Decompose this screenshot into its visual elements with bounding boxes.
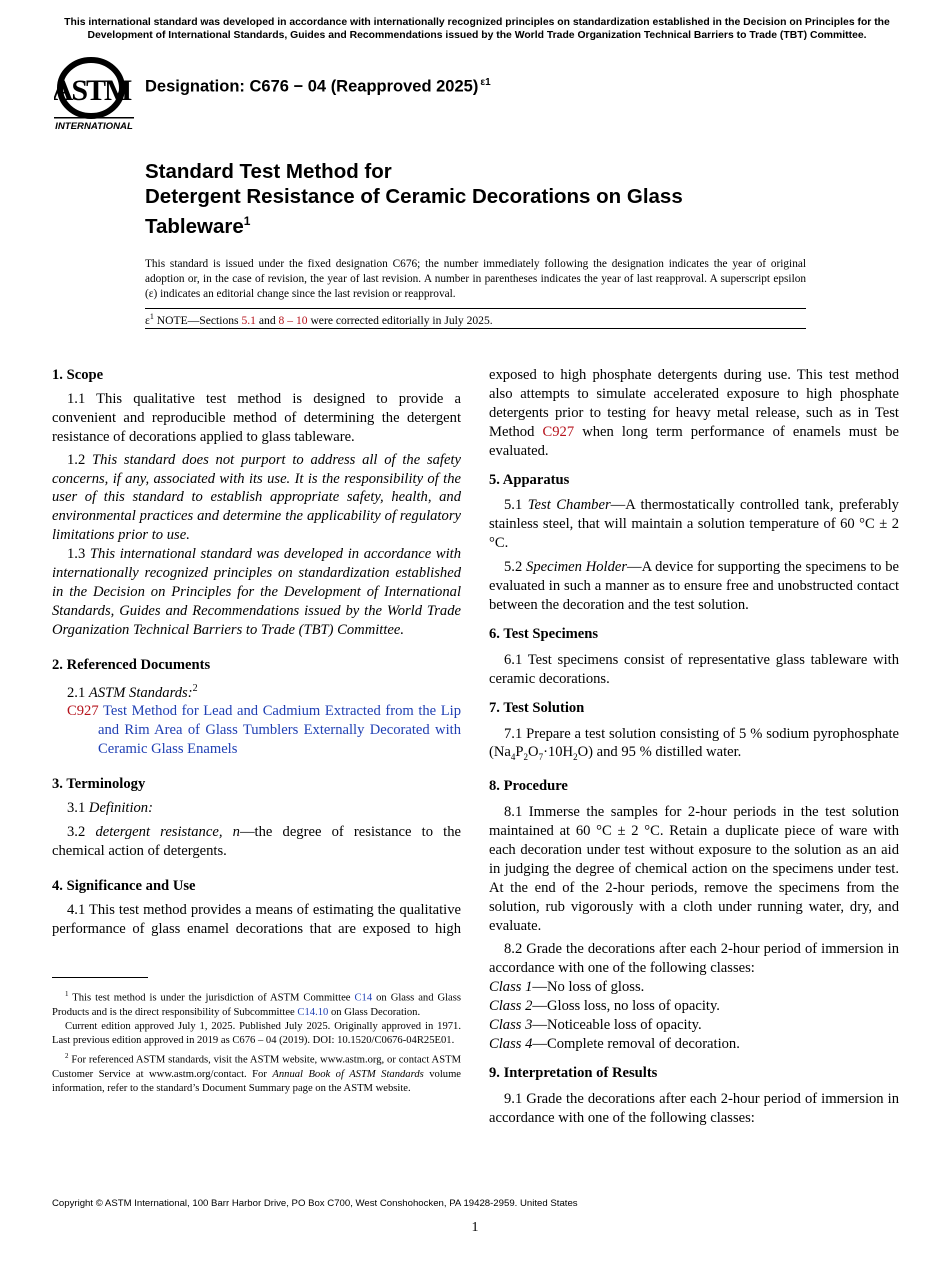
designation: Designation: C676 − 04 (Reapproved 2025) $^{\varepsilon 1}$ (145, 77, 491, 96)
section-5-1-link[interactable]: 5.1 (241, 313, 256, 327)
divider (145, 308, 806, 309)
page-number: 1 (471, 1220, 479, 1235)
paragraph: 2.1 ASTM Standards:$^2$ (67, 682, 198, 701)
section-heading: 7. Test Solution (489, 699, 585, 716)
section-heading: 5. Apparatus (489, 471, 570, 488)
left-column (52, 366, 461, 938)
paragraph-continuation: exposed to high phosphate detergents during use. This test method also attempts to simulate accelerated exposure to high phosphate detergents prior to testing for heavy metal release, such as in Test Method C927 when long term performance of enamels must be evaluated. (489, 367, 899, 459)
paragraph: 8.2 Grade the decorations after each 2-hour period of immersion in accordance with one of the following classes: (489, 941, 899, 977)
class-item: Class 1—No loss of gloss. (489, 979, 645, 996)
paragraph: 3.1 Definition: (67, 799, 153, 816)
section-heading: 1. Scope (52, 367, 104, 383)
footnote-divider (52, 977, 148, 978)
edition-note: Current edition approved July 1, 2025. Published July 2025. Originally approved in 1971. Last previous edition approved in 2019 as C676 – 04 (2019). DOI: 10.1520/C0676-04R25E01. (52, 1021, 461, 1047)
divider (145, 328, 806, 329)
tbt-notice: This international standard was developed in accordance with internationally recognized principles on standardization established in the Decision on Principles for the Development of International Standards, Guides and Recommendations issued by the World Trade Organization Technical Barriers to Trade (TBT) Committee. (64, 17, 890, 41)
footnote-1: $^1$ This test method is under the jurisdiction of ASTM Committee C14 on Glass and Glass Products and is the direct responsibility of Subcommittee C14.10 on Glass Decoration. (52, 990, 462, 1018)
paragraph: 5.1 Test Chamber—A thermostatically controlled tank, preferably stainless steel, that will maintain a solution temperature of 60 °C ± 2 °C. (489, 497, 899, 552)
paragraph: 8.1 Immerse the samples for 2-hour periods in the test solution maintained at 60 °C ± 2 °C. Retain a duplicate piece of ware with each decoration under test without exposure to the solution as an aid in judging the degree of chemical action on the specimens under test. At the end of the 2-hour periods, remove the specimens from the solution, rub vigorously with a cloth under running water, dry, and evaluate. (489, 804, 899, 934)
copyright-footer: Copyright © ASTM International, 100 Barr Harbor Drive, PO Box C700, West Conshohocken, PA 19428-2959. United States (52, 1198, 578, 1209)
paragraph: 1.2 This standard does not purport to address all of the safety concerns, if any, associated with its use. It is the responsibility of the user of this standard to establish appropriate safety, health, and environmental practices and determine the applicability of regulatory limitations prior to use. (52, 451, 461, 544)
right-column (489, 366, 899, 1128)
c927-title-link[interactable]: Test Method for Lead and Cadmium Extracted from the Lip and Rim Area of Glass Tumblers Externally Decorated with Ceramic Glass Enamels (98, 703, 462, 758)
section-heading: 3. Terminology (52, 776, 146, 793)
paragraph: 4.1 This test method provides a means of estimating the qualitative performance of glass enamel decorations that are exposed to high (52, 901, 461, 937)
section-heading: 4. Significance and Use (52, 877, 196, 894)
paragraph: 1.1 This qualitative test method is designed to provide a convenient and reproducible method of determining the detergent resistance of decorations applied to glass tableware. (52, 390, 461, 445)
referenced-document (67, 702, 461, 759)
footnote-2: $^2$ For referenced ASTM standards, visit the ASTM website, www.astm.org, or contact ASTM Customer Service at www.astm.org/contact. For Annual Book of ASTM Standards volume information, refer to the standard’s Document Summary page on the ASTM website. (52, 1051, 462, 1094)
svg-text:ASTM: ASTM (54, 74, 131, 107)
paragraph: 6.1 Test specimens consist of representative glass tableware with ceramic decorations. (489, 651, 899, 687)
paragraph: 1.3 This international standard was developed in accordance with internationally recognized principles on standardization established in the Decision on Principles for the Development of International Standards, Guides and Recommendations issued by the World Trade Organization Technical Barriers to Trade (TBT) Committee. (52, 546, 462, 638)
section-heading: 2. Referenced Documents (52, 656, 211, 673)
c14-10-link[interactable]: C14.10 (297, 1006, 329, 1018)
paragraph: 7.1 Prepare a test solution consisting of 5 % sodium pyrophosphate $(Na_4P_2O_7\cdot 10H_2O)$ and 95 % distilled water. (489, 725, 899, 763)
section-heading: 9. Interpretation of Results (489, 1064, 658, 1081)
svg-text:INTERNATIONAL: INTERNATIONAL (55, 121, 133, 132)
class-item: Class 2—Gloss loss, no loss of opacity. (489, 998, 720, 1015)
astm-logo-icon (54, 57, 134, 133)
c14-link[interactable]: C14 (354, 992, 373, 1004)
c927-link[interactable]: C927 (542, 423, 575, 440)
astm-logo (54, 57, 134, 133)
footnotes (52, 987, 461, 1096)
section-8-10-link[interactable]: 8 – 10 (278, 313, 308, 327)
section-heading: 6. Test Specimens (489, 625, 599, 642)
issuance-statement: This standard is issued under the fixed designation C676; the number immediately following the designation indicates the year of original adoption or, in the case of revision, the year of last revision. A number in parentheses indicates the year of last reapproval. A superscript epsilon (ε) indicates an editorial change since the last revision or reapproval. (145, 258, 806, 300)
standard-title: Standard Test Method for Detergent Resistance of Ceramic Decorations on Glass Tableware$^1$ (145, 160, 683, 238)
c927-link[interactable]: C927 (67, 703, 99, 720)
class-item: Class 3—Noticeable loss of opacity. (489, 1017, 702, 1034)
paragraph: 3.2 detergent resistance, n—the degree of resistance to the chemical action of detergents. (52, 823, 461, 859)
section-heading: 8. Procedure (489, 778, 568, 795)
paragraph: 5.2 Specimen Holder—A device for supporting the specimens to be evaluated in such a manner as to ensure free and unobstructed contact between the decoration and the test solution. (489, 559, 899, 613)
class-item: Class 4—Complete removal of decoration. (489, 1036, 740, 1052)
editorial-note: $\varepsilon^1$ NOTE—Sections 5.1 and 8 – 10 were corrected editorially in July 2025. (145, 312, 493, 327)
paragraph: 9.1 Grade the decorations after each 2-hour period of immersion in accordance with one of the following classes: (489, 1090, 899, 1126)
